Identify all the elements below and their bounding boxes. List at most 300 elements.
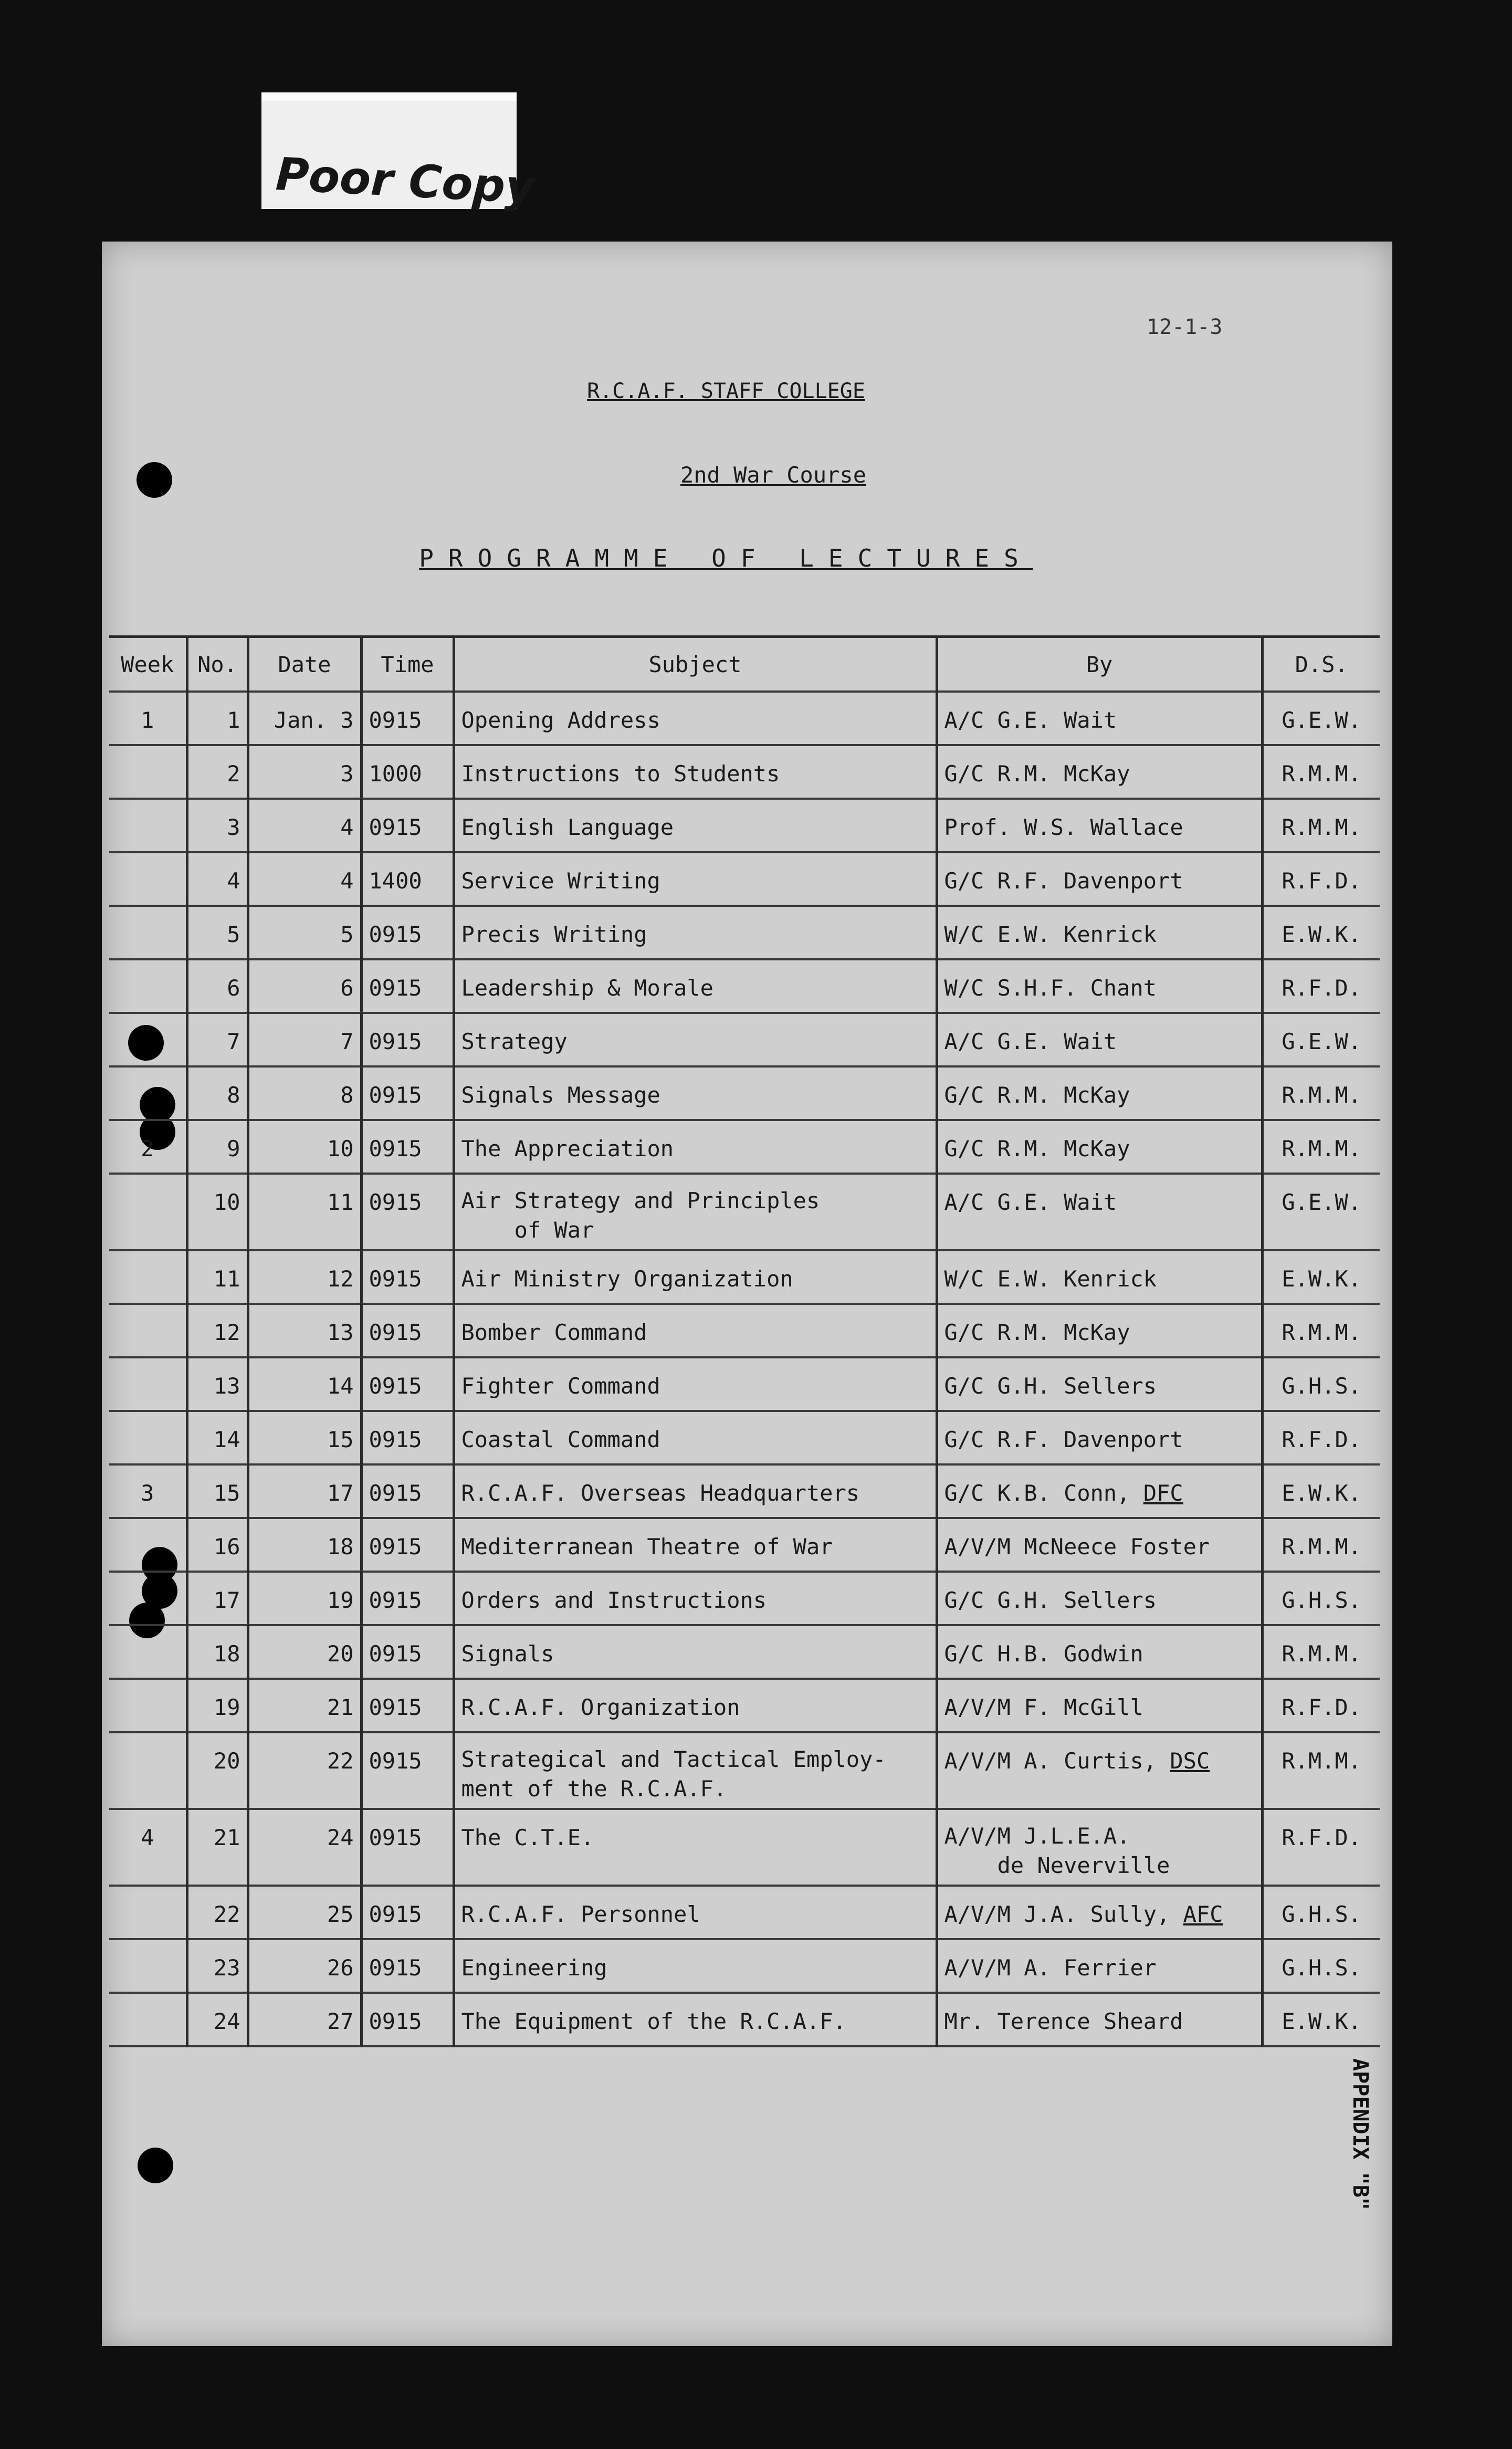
time-cell	[361, 959, 454, 1013]
directing-staff-cell	[1262, 959, 1380, 1013]
date-cell-text: 27	[327, 2008, 354, 2034]
lecture-number-cell	[187, 1993, 248, 2046]
subject-cell-text: English Language	[461, 814, 674, 840]
table-row	[109, 1939, 1380, 1993]
table-row	[109, 1518, 1380, 1572]
lecturer-cell-text: A/V/M J.L.E.A. de Neverville	[944, 1823, 1170, 1878]
week-cell	[109, 906, 187, 959]
lecturer-cell	[937, 1518, 1262, 1572]
subject-cell-text: R.C.A.F. Personnel	[461, 1901, 700, 1927]
time-cell-text: 0915	[369, 1748, 422, 1774]
week-cell	[109, 1679, 187, 1732]
lecturer-cell-text: Mr. Terence Sheard	[944, 2008, 1183, 2034]
subject-cell-text: Service Writing	[461, 868, 660, 894]
time-cell-text: 0915	[369, 1136, 422, 1161]
directing-staff-cell-text: G.H.S.	[1282, 1955, 1362, 1981]
time-cell	[361, 1518, 454, 1572]
table-row	[109, 745, 1380, 799]
date-cell-text: 26	[327, 1955, 354, 1981]
lecturer-cell-text: G/C H.B. Godwin	[944, 1641, 1143, 1667]
week-cell	[109, 1304, 187, 1357]
subject-cell	[454, 1174, 937, 1250]
directing-staff-cell-text: G.H.S.	[1282, 1587, 1362, 1613]
lecture-number-cell-text: 21	[213, 1825, 240, 1850]
lecturer-cell-text: A/C G.E. Wait	[944, 707, 1117, 733]
directing-staff-cell-text: E.W.K.	[1282, 922, 1362, 947]
table-row	[109, 852, 1380, 906]
lecture-number-cell-text: 13	[213, 1373, 240, 1399]
directing-staff-cell-text: G.E.W.	[1282, 707, 1362, 733]
table-row	[109, 1993, 1380, 2046]
date-cell-text: 19	[327, 1587, 354, 1613]
lecture-number-cell-text: 1	[227, 707, 240, 733]
directing-staff-cell-text: G.H.S.	[1282, 1901, 1362, 1927]
subject-cell	[454, 1679, 937, 1732]
lecture-number-cell	[187, 1939, 248, 1993]
lecturer-cell	[937, 1120, 1262, 1174]
date-cell	[248, 1572, 361, 1625]
directing-staff-cell	[1262, 1120, 1380, 1174]
date-cell	[248, 1993, 361, 2046]
date-cell	[248, 959, 361, 1013]
subject-cell	[454, 745, 937, 799]
subject-cell-text: Bomber Command	[461, 1320, 647, 1345]
time-cell	[361, 1572, 454, 1625]
lecturer-cell	[937, 799, 1262, 852]
directing-staff-cell	[1262, 1250, 1380, 1304]
time-cell-text: 0915	[369, 1825, 422, 1850]
directing-staff-cell	[1262, 1357, 1380, 1411]
directing-staff-cell-text: R.F.D.	[1282, 975, 1362, 1001]
date-cell	[248, 1809, 361, 1886]
lecturer-cell-text: W/C E.W. Kenrick	[944, 1266, 1157, 1292]
lecturer-cell-text: W/C E.W. Kenrick	[944, 922, 1157, 947]
lecture-number-cell	[187, 852, 248, 906]
date-cell-text: 5	[340, 922, 354, 947]
poor-copy-handwriting: Poor Copy	[274, 148, 536, 214]
directing-staff-cell-text: G.E.W.	[1282, 1189, 1362, 1215]
subject-cell-text: Opening Address	[461, 707, 660, 733]
date-cell-text: 20	[327, 1641, 354, 1667]
week-cell-text: 2	[141, 1136, 154, 1161]
week-cell	[109, 959, 187, 1013]
lecture-number-cell-text: 11	[213, 1266, 240, 1292]
date-cell-text: 12	[327, 1266, 354, 1292]
subject-cell	[454, 1732, 937, 1809]
week-cell	[109, 1625, 187, 1679]
directing-staff-cell-text: E.W.K.	[1282, 2008, 1362, 2034]
lecture-number-cell-text: 19	[213, 1694, 240, 1720]
directing-staff-cell	[1262, 906, 1380, 959]
time-cell	[361, 1013, 454, 1066]
lecturer-cell	[937, 906, 1262, 959]
date-cell-text: 6	[340, 975, 354, 1001]
subject-cell	[454, 1886, 937, 1939]
subject-cell	[454, 1464, 937, 1518]
subject-cell-text: Signals	[461, 1641, 554, 1667]
lecturer-cell	[937, 1013, 1262, 1066]
lecturer-cell-text: A/V/M A. Ferrier	[944, 1955, 1157, 1981]
column-header-time: Time	[361, 637, 454, 692]
time-cell	[361, 1809, 454, 1886]
subject-cell-text: Air Ministry Organization	[461, 1266, 793, 1292]
directing-staff-cell-text: E.W.K.	[1282, 1480, 1362, 1506]
lecture-number-cell-text: 4	[227, 868, 240, 894]
programme-title: PROGRAMME OF LECTURES	[419, 544, 1033, 572]
subject-cell	[454, 1625, 937, 1679]
week-cell	[109, 1809, 187, 1886]
table-row	[109, 1572, 1380, 1625]
subject-cell	[454, 1572, 937, 1625]
directing-staff-cell	[1262, 1464, 1380, 1518]
time-cell	[361, 1411, 454, 1464]
directing-staff-cell	[1262, 1174, 1380, 1250]
date-cell	[248, 692, 361, 745]
date-cell	[248, 1250, 361, 1304]
lecturer-cell-text: A/C G.E. Wait	[944, 1029, 1117, 1054]
subject-cell	[454, 692, 937, 745]
time-cell-text: 0915	[369, 1694, 422, 1720]
week-cell	[109, 1174, 187, 1250]
time-cell-text: 0915	[369, 1901, 422, 1927]
lecture-number-cell-text: 12	[213, 1320, 240, 1345]
subject-cell-text: Strategical and Tactical Employ- ment of the R.C.A.F.	[461, 1746, 886, 1802]
lecture-number-cell	[187, 1809, 248, 1886]
directing-staff-cell	[1262, 1304, 1380, 1357]
time-cell	[361, 1886, 454, 1939]
lecturer-cell	[937, 1304, 1262, 1357]
time-cell	[361, 745, 454, 799]
lecture-number-cell	[187, 906, 248, 959]
lecturer-cell	[937, 1250, 1262, 1304]
lecture-number-cell	[187, 1625, 248, 1679]
lecturer-cell	[937, 1809, 1262, 1886]
directing-staff-cell-text: R.M.M.	[1282, 814, 1362, 840]
subject-cell	[454, 1013, 937, 1066]
week-cell	[109, 1120, 187, 1174]
week-cell	[109, 1732, 187, 1809]
subject-cell	[454, 1357, 937, 1411]
time-cell	[361, 906, 454, 959]
directing-staff-cell	[1262, 1411, 1380, 1464]
lecture-number-cell-text: 10	[213, 1189, 240, 1215]
date-cell	[248, 906, 361, 959]
week-cell	[109, 1886, 187, 1939]
week-cell-text: 3	[141, 1480, 154, 1506]
date-cell-text: 21	[327, 1694, 354, 1720]
directing-staff-cell-text: R.M.M.	[1282, 1641, 1362, 1667]
column-header-subject: Subject	[454, 637, 937, 692]
date-cell	[248, 1013, 361, 1066]
lecturer-cell-text: G/C G.H. Sellers	[944, 1587, 1157, 1613]
lecture-number-cell-text: 23	[213, 1955, 240, 1981]
table-row	[109, 1304, 1380, 1357]
directing-staff-cell-text: R.F.D.	[1282, 1694, 1362, 1720]
directing-staff-cell-text: R.F.D.	[1282, 868, 1362, 894]
directing-staff-cell	[1262, 1066, 1380, 1120]
subject-cell-text: The C.T.E.	[461, 1825, 594, 1850]
subject-cell-text: Mediterranean Theatre of War	[461, 1534, 833, 1560]
lecture-number-cell-text: 9	[227, 1136, 240, 1161]
lecturer-cell	[937, 745, 1262, 799]
table-row	[109, 799, 1380, 852]
directing-staff-cell-text: R.M.M.	[1282, 1320, 1362, 1345]
lecturer-cell-text: G/C R.M. McKay	[944, 1136, 1130, 1161]
lecture-number-cell-text: 16	[213, 1534, 240, 1560]
lecture-number-cell-text: 14	[213, 1427, 240, 1452]
lecturer-cell-text: G/C R.M. McKay	[944, 761, 1130, 787]
time-cell-text: 0915	[369, 1189, 422, 1215]
subject-cell	[454, 959, 937, 1013]
date-cell	[248, 1625, 361, 1679]
lecture-number-cell-text: 7	[227, 1029, 240, 1054]
punch-hole	[138, 2148, 173, 2183]
time-cell-text: 0915	[369, 1587, 422, 1613]
file-reference: 12-1-3	[1147, 315, 1223, 339]
subject-cell-text: Air Strategy and Principles of War	[461, 1188, 820, 1243]
directing-staff-cell-text: G.E.W.	[1282, 1029, 1362, 1054]
date-cell-text: 13	[327, 1320, 354, 1345]
directing-staff-cell	[1262, 1939, 1380, 1993]
lecture-number-cell-text: 15	[213, 1480, 240, 1506]
date-cell	[248, 1174, 361, 1250]
date-cell	[248, 1464, 361, 1518]
lecturer-cell-text: G/C R.M. McKay	[944, 1320, 1130, 1345]
time-cell-text: 0915	[369, 1534, 422, 1560]
document-page	[102, 242, 1392, 2346]
date-cell	[248, 1886, 361, 1939]
lecture-number-cell-text: 6	[227, 975, 240, 1001]
lecturer-cell-text: A/C G.E. Wait	[944, 1189, 1117, 1215]
date-cell	[248, 1304, 361, 1357]
directing-staff-cell	[1262, 1013, 1380, 1066]
time-cell	[361, 1174, 454, 1250]
table-row	[109, 1679, 1380, 1732]
subject-cell-text: Strategy	[461, 1029, 568, 1054]
subject-cell-text: R.C.A.F. Organization	[461, 1694, 740, 1720]
date-cell	[248, 745, 361, 799]
directing-staff-cell-text: R.M.M.	[1282, 1136, 1362, 1161]
date-cell	[248, 1679, 361, 1732]
lecture-number-cell	[187, 1304, 248, 1357]
directing-staff-cell-text: E.W.K.	[1282, 1266, 1362, 1292]
lecture-number-cell-text: 24	[213, 2008, 240, 2034]
week-cell	[109, 852, 187, 906]
date-cell	[248, 799, 361, 852]
time-cell	[361, 1993, 454, 2046]
subject-cell	[454, 1304, 937, 1357]
time-cell	[361, 1066, 454, 1120]
subject-cell	[454, 1120, 937, 1174]
time-cell-text: 0915	[369, 1320, 422, 1345]
lecturer-cell-text: G/C R.F. Davenport	[944, 1427, 1183, 1452]
week-cell	[109, 1993, 187, 2046]
week-cell	[109, 1411, 187, 1464]
table-row	[109, 906, 1380, 959]
table-row	[109, 1120, 1380, 1174]
directing-staff-cell	[1262, 1679, 1380, 1732]
appendix-label: APPENDIX "B"	[1348, 2058, 1372, 2210]
lecture-number-cell-text: 22	[213, 1901, 240, 1927]
lecture-number-cell	[187, 745, 248, 799]
lecturer-cell	[937, 1886, 1262, 1939]
lecture-number-cell	[187, 1357, 248, 1411]
date-cell-text: 3	[340, 761, 354, 787]
lecturer-cell	[937, 1174, 1262, 1250]
table-row	[109, 1411, 1380, 1464]
week-cell	[109, 692, 187, 745]
directing-staff-cell	[1262, 692, 1380, 745]
lecture-number-cell	[187, 1886, 248, 1939]
week-cell	[109, 745, 187, 799]
lecturer-cell	[937, 1679, 1262, 1732]
time-cell-text: 1400	[369, 868, 422, 894]
date-cell	[248, 1357, 361, 1411]
subject-cell	[454, 1518, 937, 1572]
directing-staff-cell	[1262, 1886, 1380, 1939]
lecturer-cell-text: W/C S.H.F. Chant	[944, 975, 1157, 1001]
directing-staff-cell	[1262, 1732, 1380, 1809]
lecturer-cell-text: G/C R.F. Davenport	[944, 868, 1183, 894]
table-row	[109, 1174, 1380, 1250]
directing-staff-cell	[1262, 1572, 1380, 1625]
subject-cell-text: The Appreciation	[461, 1136, 674, 1161]
lecture-programme-table	[109, 635, 1380, 2047]
date-cell-text: 4	[340, 814, 354, 840]
lecture-number-cell	[187, 959, 248, 1013]
directing-staff-cell	[1262, 1518, 1380, 1572]
subject-cell	[454, 1939, 937, 1993]
directing-staff-cell-text: R.M.M.	[1282, 761, 1362, 787]
lecture-number-cell	[187, 1066, 248, 1120]
column-header-by: By	[937, 637, 1262, 692]
time-cell	[361, 1679, 454, 1732]
subject-cell-text: Orders and Instructions	[461, 1587, 767, 1613]
table-row	[109, 1357, 1380, 1411]
lecture-number-cell-text: 20	[213, 1748, 240, 1774]
week-cell	[109, 1572, 187, 1625]
lecturer-cell-text: A/V/M F. McGill	[944, 1694, 1143, 1720]
table-row	[109, 692, 1380, 745]
directing-staff-cell-text: G.H.S.	[1282, 1373, 1362, 1399]
subject-cell	[454, 1809, 937, 1886]
lecture-number-cell	[187, 1174, 248, 1250]
date-cell-text: 15	[327, 1427, 354, 1452]
subject-cell-text: Engineering	[461, 1955, 607, 1981]
table-header-row	[109, 637, 1380, 692]
lecturer-cell	[937, 1411, 1262, 1464]
time-cell	[361, 692, 454, 745]
week-cell	[109, 799, 187, 852]
date-cell-text: 8	[340, 1082, 354, 1108]
date-cell-text: Jan. 3	[274, 707, 354, 733]
lecturer-cell-text: A/V/M A. Curtis,	[944, 1748, 1157, 1774]
week-cell-text: 1	[141, 707, 154, 733]
lecture-number-cell	[187, 1572, 248, 1625]
lecture-number-cell-text: 18	[213, 1641, 240, 1667]
lecturer-cell	[937, 1464, 1262, 1518]
time-cell	[361, 1304, 454, 1357]
date-cell-text: 25	[327, 1901, 354, 1927]
date-cell	[248, 1518, 361, 1572]
time-cell	[361, 1250, 454, 1304]
week-cell	[109, 1066, 187, 1120]
subject-cell	[454, 852, 937, 906]
time-cell-text: 0915	[369, 1266, 422, 1292]
directing-staff-cell	[1262, 1809, 1380, 1886]
lecture-number-cell-text: 8	[227, 1082, 240, 1108]
time-cell-text: 0915	[369, 1427, 422, 1452]
lecturer-cell	[937, 1625, 1262, 1679]
lecturer-cell	[937, 1732, 1262, 1809]
date-cell	[248, 1939, 361, 1993]
lecture-number-cell	[187, 1250, 248, 1304]
time-cell-text: 1000	[369, 761, 422, 787]
subject-cell-text: Coastal Command	[461, 1427, 660, 1452]
time-cell	[361, 1464, 454, 1518]
time-cell-text: 0915	[369, 922, 422, 947]
lecturer-cell	[937, 1066, 1262, 1120]
week-cell	[109, 1357, 187, 1411]
time-cell-text: 0915	[369, 707, 422, 733]
time-cell	[361, 1939, 454, 1993]
date-cell	[248, 1066, 361, 1120]
table-row	[109, 959, 1380, 1013]
date-cell-text: 17	[327, 1480, 354, 1506]
date-cell-text: 18	[327, 1534, 354, 1560]
column-header-no: No.	[187, 637, 248, 692]
directing-staff-cell	[1262, 1625, 1380, 1679]
table-row	[109, 1464, 1380, 1518]
college-heading: R.C.A.F. STAFF COLLEGE	[587, 379, 865, 403]
time-cell	[361, 1357, 454, 1411]
subject-cell	[454, 799, 937, 852]
directing-staff-cell-text: R.M.M.	[1282, 1748, 1362, 1774]
column-header-ds: D.S.	[1262, 637, 1380, 692]
column-header-date: Date	[248, 637, 361, 692]
subject-cell-text: The Equipment of the R.C.A.F.	[461, 2008, 846, 2034]
subject-cell	[454, 906, 937, 959]
date-cell-text: 7	[340, 1029, 354, 1054]
lecturer-cell	[937, 852, 1262, 906]
date-cell-text: 22	[327, 1748, 354, 1774]
time-cell-text: 0915	[369, 975, 422, 1001]
directing-staff-cell	[1262, 799, 1380, 852]
lecturer-cell	[937, 1939, 1262, 1993]
subject-cell	[454, 1411, 937, 1464]
week-cell	[109, 1250, 187, 1304]
time-cell-text: 0915	[369, 1373, 422, 1399]
time-cell-text: 0915	[369, 814, 422, 840]
time-cell-text: 0915	[369, 2008, 422, 2034]
lecture-number-cell-text: 3	[227, 814, 240, 840]
lecture-number-cell-text: 2	[227, 761, 240, 787]
date-cell-text: 4	[340, 868, 354, 894]
lecturer-cell	[937, 1572, 1262, 1625]
directing-staff-cell	[1262, 852, 1380, 906]
lecture-number-cell	[187, 1732, 248, 1809]
time-cell	[361, 1732, 454, 1809]
course-heading: 2nd War Course	[680, 462, 866, 488]
time-cell	[361, 799, 454, 852]
table-row	[109, 1809, 1380, 1886]
lecturer-cell-text: A/V/M J.A. Sully,	[944, 1901, 1170, 1927]
lecture-number-cell	[187, 799, 248, 852]
lecture-number-cell-text: 17	[213, 1587, 240, 1613]
time-cell-text: 0915	[369, 1641, 422, 1667]
date-cell-text: 10	[327, 1136, 354, 1161]
lecture-number-cell	[187, 1464, 248, 1518]
